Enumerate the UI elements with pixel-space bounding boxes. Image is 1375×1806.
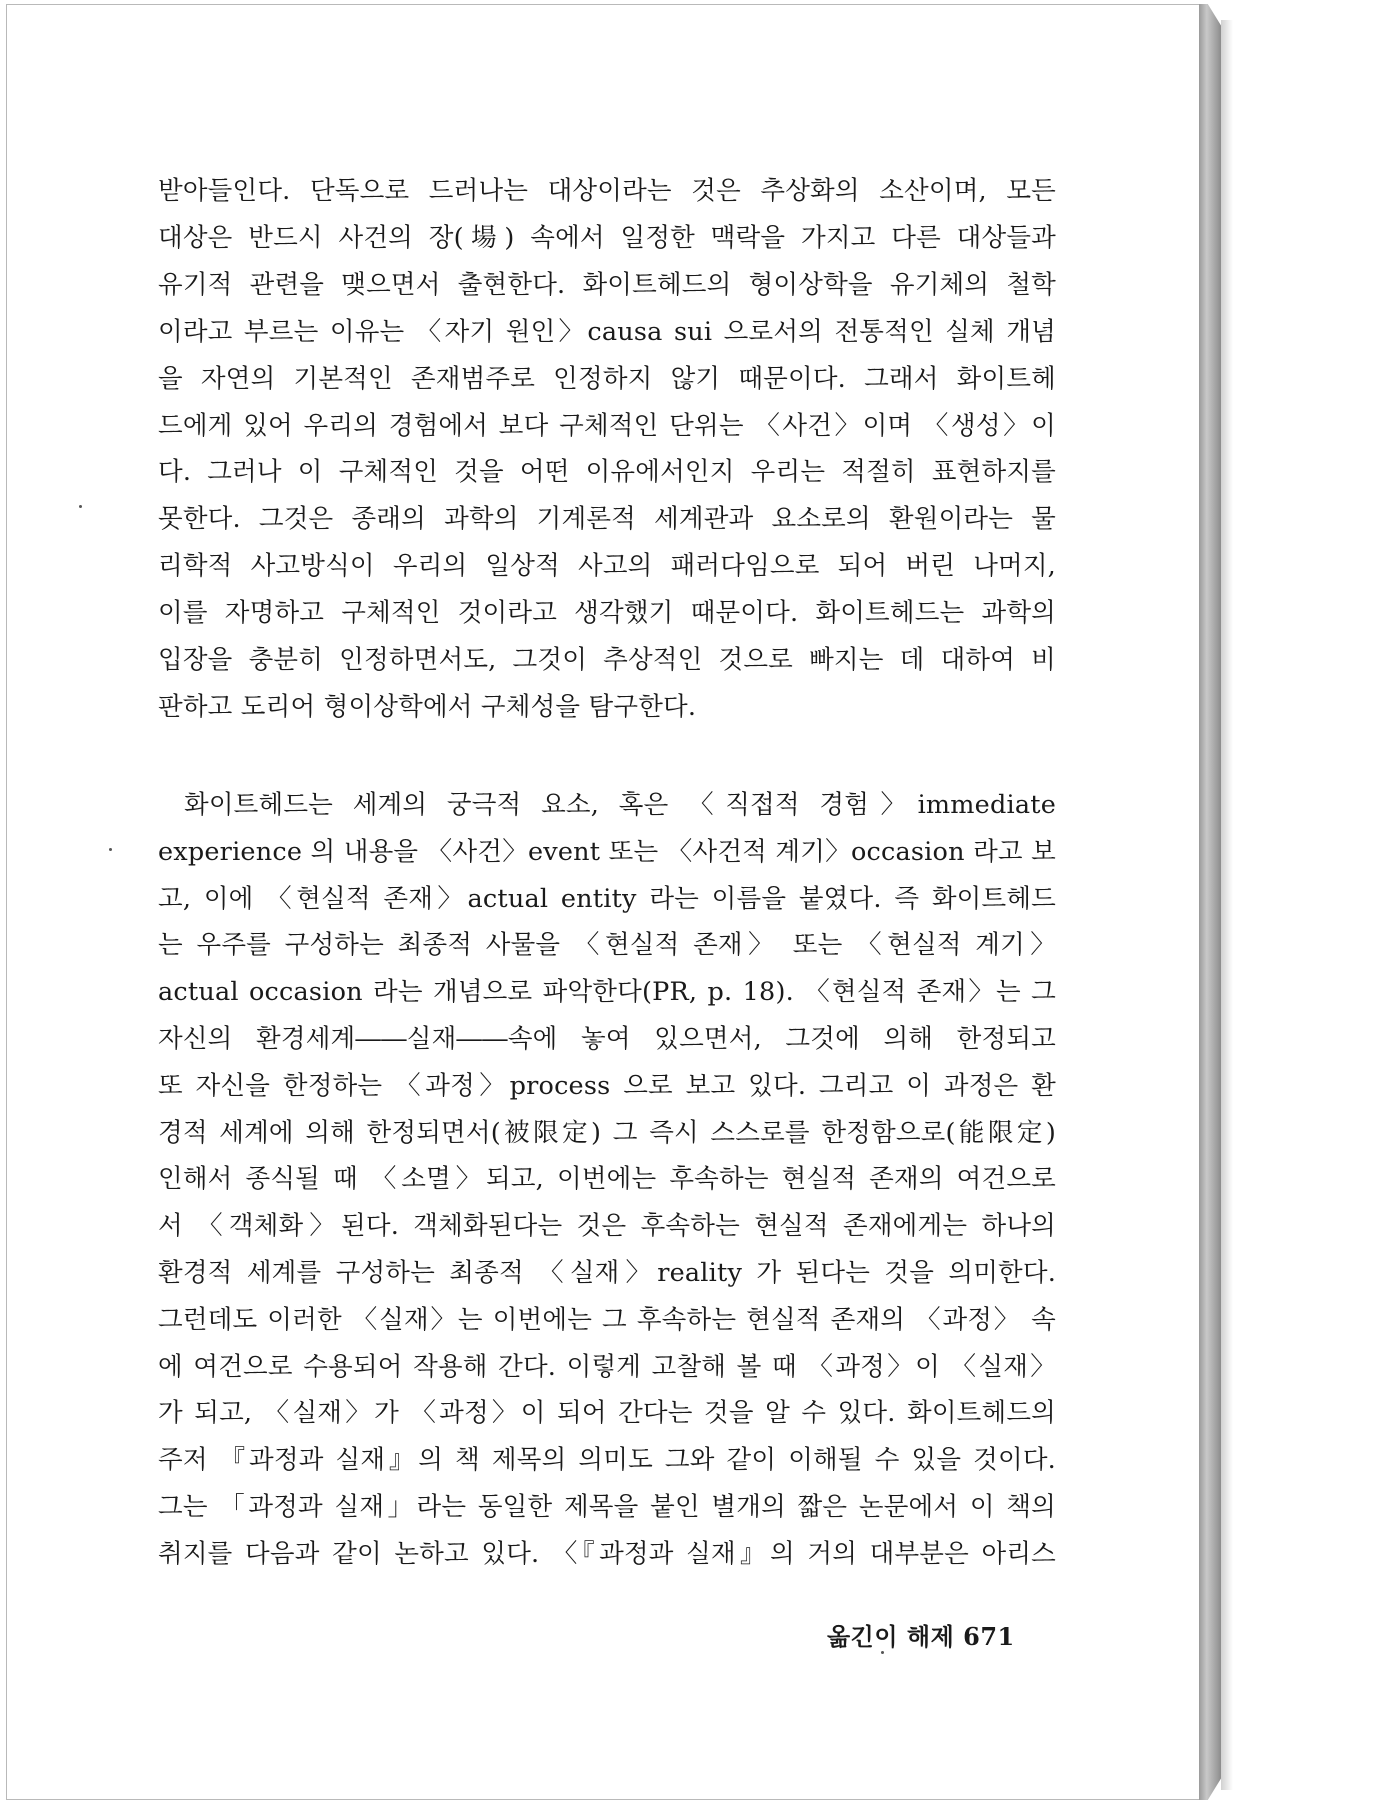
text-line: 는 우주를 구성하는 최종적 사물을 〈현실적 존재〉 또는 〈현실적 계기〉 — [158, 930, 1056, 961]
book-page — [6, 4, 1200, 1800]
text-line: 가 되고, 〈실재〉가 〈과정〉이 되어 간다는 것을 알 수 있다. 화이트헤드의 — [158, 1398, 1056, 1429]
text-line: 을 자연의 기본적인 존재범주로 인정하지 않기 때문이다. 그래서 화이트헤 — [158, 363, 1056, 394]
paragraph-2 — [158, 782, 1056, 1578]
text-line: 취지를 다음과 같이 논하고 있다. 〈『과정과 실재』의 거의 대부분은 아리스 — [158, 1538, 1056, 1569]
text-line: 주저 『과정과 실재』의 책 제목의 의미도 그와 같이 이해될 수 있을 것이다. — [158, 1445, 1056, 1476]
text-line: 유기적 관련을 맺으면서 출현한다. 화이트헤드의 형이상학을 유기체의 철학 — [158, 269, 1056, 300]
text-line: 경적 세계에 의해 한정되면서(被限定) 그 즉시 스스로를 한정함으로(能限定) — [158, 1117, 1056, 1148]
text-line: 리학적 사고방식이 우리의 일상적 사고의 패러다임으로 되어 버린 나머지, — [158, 551, 1056, 582]
text-line: 입장을 충분히 인정하면서도, 그것이 추상적인 것으로 빠지는 데 대하여 비 — [158, 645, 1056, 676]
text-line-indented: 화이트헤드는 세계의 궁극적 요소, 혹은 〈직접적 경험〉immediate — [184, 790, 1056, 820]
text-line: 이를 자명하고 구체적인 것이라고 생각했기 때문이다. 화이트헤드는 과학의 — [158, 598, 1056, 629]
text-line: 인해서 종식될 때 〈소멸〉되고, 이번에는 후속하는 현실적 존재의 여건으로 — [158, 1164, 1056, 1195]
text-line: 받아들인다. 단독으로 드러나는 대상이라는 것은 추상화의 소산이며, 모든 — [158, 176, 1056, 206]
text-line: 대상은 반드시 사건의 장(場) 속에서 일정한 맥락을 가지고 다른 대상들과 — [158, 222, 1056, 253]
text-line: 환경적 세계를 구성하는 최종적 〈실재〉reality 가 된다는 것을 의미한다. — [158, 1257, 1056, 1288]
page-edge-shadow — [1221, 20, 1233, 1790]
scan-speck — [109, 848, 112, 851]
paragraph-1 — [158, 168, 1056, 731]
text-line: 그는 「과정과 실재」라는 동일한 제목을 붙인 별개의 짧은 논문에서 이 책의 — [158, 1491, 1056, 1522]
text-line: 또 자신을 한정하는 〈과정〉process 으로 보고 있다. 그리고 이 과정은 환 — [158, 1070, 1056, 1101]
page-number: 671 — [963, 1622, 1015, 1651]
text-line: actual occasion 라는 개념으로 파악한다(PR, p. 18). 〈현실적 존재〉는 그 — [158, 977, 1056, 1008]
page-edge-curl — [1199, 4, 1221, 1800]
text-line: 서 〈객체화〉된다. 객체화된다는 것은 후속하는 현실적 존재에게는 하나의 — [158, 1211, 1056, 1242]
text-line: 못한다. 그것은 종래의 과학의 기계론적 세계관과 요소로의 환원이라는 물 — [158, 504, 1056, 535]
text-line: 에 여건으로 수용되어 작용해 간다. 이렇게 고찰해 볼 때 〈과정〉이 〈실재〉 — [158, 1351, 1056, 1382]
text-line: 고, 이에 〈현실적 존재〉actual entity 라는 이름을 붙였다. 즉 화이트헤드 — [158, 883, 1056, 914]
text-line: 드에게 있어 우리의 경험에서 보다 구체적인 단위는 〈사건〉이며 〈생성〉이 — [158, 410, 1056, 441]
text-line: 이라고 부르는 이유는 〈자기 원인〉causa sui 으로서의 전통적인 실체 개념 — [158, 316, 1056, 347]
text-line: 판하고 도리어 형이상학에서 구체성을 탐구한다. — [158, 691, 697, 722]
scan-speck — [79, 505, 82, 508]
scan-speck — [881, 1651, 884, 1654]
text-line: 그런데도 이러한 〈실재〉는 이번에는 그 후속하는 현실적 존재의 〈과정〉 속 — [158, 1304, 1056, 1335]
page-footer — [827, 1617, 1015, 1652]
text-line: experience 의 내용을 〈사건〉event 또는 〈사건적 계기〉occasion 라고 보 — [158, 836, 1056, 867]
text-line: 자신의 환경세계――실재――속에 놓여 있으면서, 그것에 의해 한정되고 — [158, 1023, 1056, 1054]
text-line: 다. 그러나 이 구체적인 것을 어떤 이유에서인지 우리는 적절히 표현하지를 — [158, 457, 1056, 488]
running-section-title: 옮긴이 해제 — [827, 1622, 955, 1651]
